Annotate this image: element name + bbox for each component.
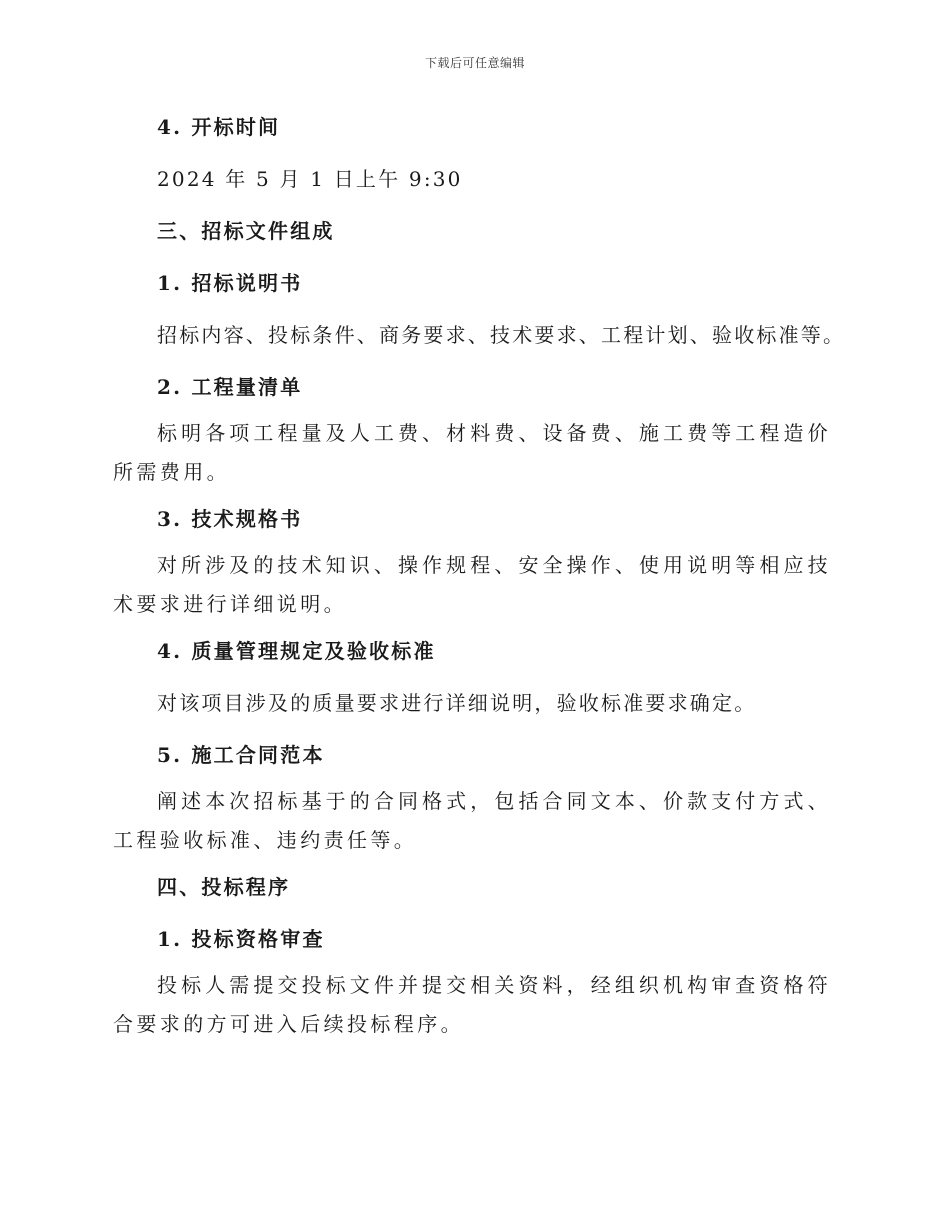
paragraph-contract-template: 阐述本次招标基于的合同格式，包括合同文本、价款支付方式、工程验收标准、违约责任等。 [113,789,831,852]
document-body [113,104,846,1044]
paragraph-bid-opening-time: 2024 年 5 月 1 日上午 9:30 [157,167,463,191]
section-title-bidding-procedure: 四、投标程序 [157,875,291,899]
paragraph-bill-of-quantities: 标明各项工程量及人工费、材料费、设备费、施工费等工程造价所需费用。 [113,421,831,484]
heading-bidder-qualification: 1. 投标资格审查 [157,927,325,951]
heading-technical-specification: 3. 技术规格书 [157,507,303,531]
heading-quality-management: 4. 质量管理规定及验收标准 [157,639,436,663]
section-title-tender-documents: 三、招标文件组成 [157,219,335,243]
paragraph-technical-specification: 对所涉及的技术知识、操作规程、安全操作、使用说明等相应技术要求进行详细说明。 [113,553,831,616]
paragraph-bidder-qualification: 投标人需提交投标文件并提交相关资料，经组织机构审查资格符合要求的方可进入后续投标程序。 [113,973,831,1036]
paragraph-tender-instructions: 招标内容、投标条件、商务要求、技术要求、工程计划、验收标准等。 [157,323,846,347]
paragraph-quality-management: 对该项目涉及的质量要求进行详细说明，验收标准要求确定。 [157,691,757,715]
heading-bill-of-quantities: 2. 工程量清单 [157,375,303,399]
heading-tender-instructions: 1. 招标说明书 [157,271,303,295]
heading-bid-opening-time: 4. 开标时间 [157,115,281,139]
page-header: 下载后可任意编辑 [424,56,525,70]
heading-contract-template: 5. 施工合同范本 [157,743,325,767]
